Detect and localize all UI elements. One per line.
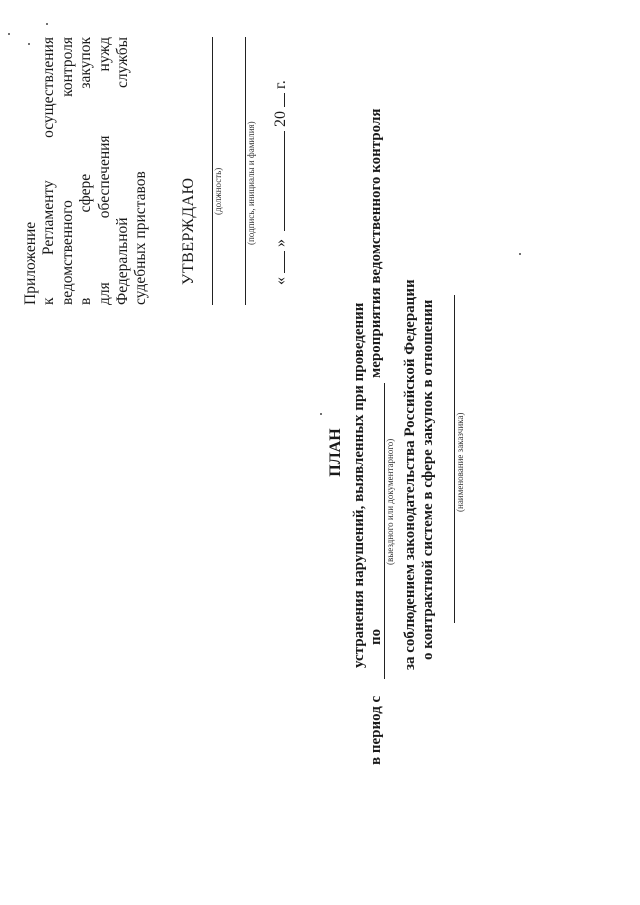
period-label: в период с <box>368 695 384 765</box>
appendix-text: Регламенту <box>40 180 58 256</box>
appendix-text: ведомственного <box>58 200 76 305</box>
event-type-caption: (выездного или документарного) <box>385 438 395 565</box>
scan-speck <box>320 413 322 415</box>
appendix-text: для <box>95 282 113 305</box>
date-close-quote: » <box>272 239 289 247</box>
month-blank <box>284 131 285 231</box>
appendix-text: контроля <box>58 37 76 97</box>
scan-speck <box>519 253 521 255</box>
approve-heading: УТВЕРЖДАЮ <box>180 177 197 285</box>
date-open-quote: « <box>272 277 289 285</box>
appendix-block <box>22 37 151 305</box>
appendix-text: к <box>40 297 58 305</box>
plan-line-1: устранения нарушений, выявленных при проведении <box>351 302 367 668</box>
year-suffix: г. <box>272 80 289 89</box>
period-to-label: по <box>368 628 384 645</box>
plan-line-3: за соблюдением законодательства Российской Федерации <box>402 279 418 670</box>
appendix-text: судебных приставов <box>132 171 150 305</box>
appendix-text: в <box>77 297 95 305</box>
appendix-text: нужд <box>95 37 113 72</box>
signature-caption: (подпись, инициалы и фамилия) <box>246 121 256 245</box>
appendix-text: Федеральной <box>114 217 132 305</box>
position-caption: (должность) <box>213 167 223 215</box>
appendix-text: сфере <box>77 173 95 213</box>
customer-caption: (наименование заказчика) <box>455 412 465 512</box>
appendix-text: осуществления <box>40 37 58 138</box>
year-blank <box>284 93 285 107</box>
scan-speck <box>28 43 30 45</box>
plan-line-4: о контрактной системе в сфере закупок в отношении <box>420 299 436 660</box>
appendix-text: службы <box>114 37 132 88</box>
appendix-title: Приложение <box>22 221 39 305</box>
appendix-text: закупок <box>77 37 95 89</box>
year-prefix: 20 <box>272 111 289 127</box>
plan-line-2: мероприятия ведомственного контроля <box>368 108 384 378</box>
plan-title: ПЛАН <box>327 428 344 477</box>
appendix-text: обеспечения <box>95 135 113 219</box>
scan-speck <box>8 33 10 35</box>
day-blank <box>284 251 285 273</box>
scan-speck <box>46 23 48 25</box>
approve-date <box>272 80 290 285</box>
